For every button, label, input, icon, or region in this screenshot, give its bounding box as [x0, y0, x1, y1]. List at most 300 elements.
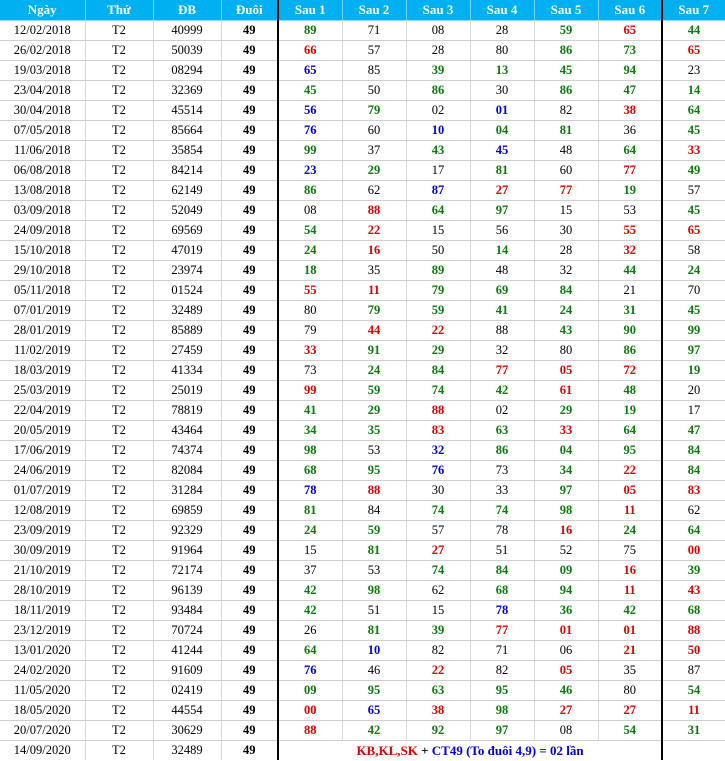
sau-3-cell: 57 [406, 521, 470, 541]
sau-5-cell: 59 [534, 21, 598, 41]
table-row [0, 21, 725, 41]
table-row [0, 321, 725, 341]
sau-4-cell: 74 [470, 501, 534, 521]
sau-6-cell: 47 [598, 81, 662, 101]
table-row [0, 401, 725, 421]
sau-5-cell: 34 [534, 461, 598, 481]
date-cell: 13/01/2020 [0, 641, 85, 661]
sau-7-cell: 31 [662, 721, 725, 741]
weekday-cell: T2 [85, 141, 153, 161]
tail-cell: 49 [221, 381, 278, 401]
weekday-cell: T2 [85, 561, 153, 581]
sau-7-cell: 97 [662, 341, 725, 361]
sau-3-cell: 86 [406, 81, 470, 101]
tail-cell: 49 [221, 461, 278, 481]
special-prize-cell: 52049 [153, 201, 221, 221]
table-row [0, 201, 725, 221]
sau-2-cell: 44 [342, 321, 406, 341]
sau-1-cell: 08 [278, 201, 342, 221]
sau-4-cell: 01 [470, 101, 534, 121]
table-row [0, 261, 725, 281]
sau-6-cell: 38 [598, 101, 662, 121]
sau-5-cell: 04 [534, 441, 598, 461]
sau-6-cell: 42 [598, 601, 662, 621]
empty-cell [662, 741, 725, 761]
date-cell: 07/01/2019 [0, 301, 85, 321]
sau-1-cell: 99 [278, 381, 342, 401]
special-prize-cell: 93484 [153, 601, 221, 621]
special-prize-cell: 85889 [153, 321, 221, 341]
sau-1-cell: 18 [278, 261, 342, 281]
sau-1-cell: 65 [278, 61, 342, 81]
sau-3-cell: 62 [406, 581, 470, 601]
sau-7-cell: 84 [662, 461, 725, 481]
sau-4-cell: 68 [470, 581, 534, 601]
weekday-cell: T2 [85, 661, 153, 681]
sau-3-cell: 83 [406, 421, 470, 441]
sau-5-cell: 94 [534, 581, 598, 601]
sau-1-cell: 55 [278, 281, 342, 301]
date-cell: 07/05/2018 [0, 121, 85, 141]
tail-cell: 49 [221, 241, 278, 261]
sau-7-cell: 44 [662, 21, 725, 41]
tail-cell: 49 [221, 561, 278, 581]
date-cell: 11/05/2020 [0, 681, 85, 701]
sau-2-cell: 79 [342, 101, 406, 121]
sau-2-cell: 88 [342, 481, 406, 501]
date-cell: 05/11/2018 [0, 281, 85, 301]
sau-4-cell: 28 [470, 21, 534, 41]
sau-4-cell: 80 [470, 41, 534, 61]
sau-4-cell: 86 [470, 441, 534, 461]
sau-1-cell: 80 [278, 301, 342, 321]
sau-6-cell: 11 [598, 581, 662, 601]
weekday-cell: T2 [85, 101, 153, 121]
sau-6-cell: 94 [598, 61, 662, 81]
sau-7-cell: 62 [662, 501, 725, 521]
sau-2-cell: 65 [342, 701, 406, 721]
table-row [0, 501, 725, 521]
sau-7-cell: 49 [662, 161, 725, 181]
weekday-cell: T2 [85, 501, 153, 521]
tail-cell: 49 [221, 141, 278, 161]
sau-6-cell: 65 [598, 21, 662, 41]
weekday-cell: T2 [85, 161, 153, 181]
sau-1-cell: 42 [278, 581, 342, 601]
special-prize-cell: 69859 [153, 501, 221, 521]
sau-7-cell: 87 [662, 661, 725, 681]
date-cell: 17/06/2019 [0, 441, 85, 461]
sau-3-cell: 27 [406, 541, 470, 561]
tail-cell: 49 [221, 181, 278, 201]
sau-1-cell: 26 [278, 621, 342, 641]
special-prize-cell: 23974 [153, 261, 221, 281]
table-row [0, 601, 725, 621]
weekday-cell: T2 [85, 281, 153, 301]
date-cell: 18/05/2020 [0, 701, 85, 721]
table-row [0, 81, 725, 101]
special-prize-cell: 35854 [153, 141, 221, 161]
tail-cell: 49 [221, 101, 278, 121]
sau-1-cell: 34 [278, 421, 342, 441]
sau-7-cell: 11 [662, 701, 725, 721]
date-cell: 20/05/2019 [0, 421, 85, 441]
sau-4-cell: 02 [470, 401, 534, 421]
sau-1-cell: 56 [278, 101, 342, 121]
sau-7-cell: 39 [662, 561, 725, 581]
sau-6-cell: 01 [598, 621, 662, 641]
sau-7-cell: 17 [662, 401, 725, 421]
special-prize-cell: 44554 [153, 701, 221, 721]
table-row [0, 521, 725, 541]
sau-7-cell: 65 [662, 41, 725, 61]
special-prize-cell: 02419 [153, 681, 221, 701]
table-row [0, 721, 725, 741]
sau-3-cell: 84 [406, 361, 470, 381]
header-sau-7: Sau 7 [662, 0, 725, 21]
sau-2-cell: 81 [342, 621, 406, 641]
sau-1-cell: 86 [278, 181, 342, 201]
special-prize-cell: 08294 [153, 61, 221, 81]
date-cell: 24/06/2019 [0, 461, 85, 481]
tail-cell: 49 [221, 521, 278, 541]
sau-3-cell: 02 [406, 101, 470, 121]
weekday-cell: T2 [85, 301, 153, 321]
special-prize-cell: 32489 [153, 301, 221, 321]
sau-6-cell: 80 [598, 681, 662, 701]
sau-4-cell: 33 [470, 481, 534, 501]
sau-3-cell: 89 [406, 261, 470, 281]
sau-6-cell: 64 [598, 421, 662, 441]
sau-3-cell: 64 [406, 201, 470, 221]
sau-2-cell: 46 [342, 661, 406, 681]
table-row [0, 221, 725, 241]
sau-3-cell: 87 [406, 181, 470, 201]
date-cell: 22/04/2019 [0, 401, 85, 421]
sau-7-cell: 68 [662, 601, 725, 621]
sau-6-cell: 64 [598, 141, 662, 161]
header-ngay: Ngày [0, 0, 85, 21]
sau-2-cell: 35 [342, 421, 406, 441]
date-cell: 19/03/2018 [0, 61, 85, 81]
date-cell: 18/11/2019 [0, 601, 85, 621]
sau-1-cell: 33 [278, 341, 342, 361]
sau-1-cell: 54 [278, 221, 342, 241]
special-prize-cell: 30629 [153, 721, 221, 741]
weekday-cell: T2 [85, 201, 153, 221]
weekday-cell: T2 [85, 121, 153, 141]
sau-5-cell: 05 [534, 361, 598, 381]
sau-3-cell: 79 [406, 281, 470, 301]
sau-2-cell: 59 [342, 521, 406, 541]
weekday-cell: T2 [85, 621, 153, 641]
special-prize-cell: 84214 [153, 161, 221, 181]
date-cell: 24/09/2018 [0, 221, 85, 241]
table-row [0, 681, 725, 701]
sau-7-cell: 58 [662, 241, 725, 261]
sau-2-cell: 95 [342, 681, 406, 701]
weekday-cell: T2 [85, 681, 153, 701]
sau-3-cell: 10 [406, 121, 470, 141]
tail-cell: 49 [243, 743, 256, 757]
sau-4-cell: 73 [470, 461, 534, 481]
sau-3-cell: 74 [406, 561, 470, 581]
sau-1-cell: 42 [278, 601, 342, 621]
tail-cell: 49 [221, 361, 278, 381]
sau-5-cell: 27 [534, 701, 598, 721]
weekday-cell: T2 [85, 481, 153, 501]
sau-4-cell: 69 [470, 281, 534, 301]
sau-4-cell: 95 [470, 681, 534, 701]
sau-7-cell: 47 [662, 421, 725, 441]
date-cell: 28/01/2019 [0, 321, 85, 341]
tail-cell: 49 [221, 81, 278, 101]
sau-2-cell: 10 [342, 641, 406, 661]
tail-cell: 49 [221, 601, 278, 621]
table-row [0, 561, 725, 581]
sau-4-cell: 78 [470, 601, 534, 621]
tail-cell: 49 [221, 281, 278, 301]
sau-1-cell: 73 [278, 361, 342, 381]
tail-cell: 49 [221, 261, 278, 281]
sau-5-cell: 80 [534, 341, 598, 361]
sau-6-cell: 55 [598, 221, 662, 241]
tail-cell: 49 [221, 541, 278, 561]
sau-5-cell: 84 [534, 281, 598, 301]
sau-6-cell: 11 [598, 501, 662, 521]
sau-2-cell: 79 [342, 301, 406, 321]
sau-6-cell: 48 [598, 381, 662, 401]
sau-5-cell: 82 [534, 101, 598, 121]
sau-4-cell: 77 [470, 621, 534, 641]
sau-2-cell: 98 [342, 581, 406, 601]
sau-3-cell: 88 [406, 401, 470, 421]
sau-7-cell: 99 [662, 321, 725, 341]
date-cell: 06/08/2018 [0, 161, 85, 181]
date-cell: 12/02/2018 [0, 21, 85, 41]
date-cell: 26/02/2018 [0, 41, 85, 61]
table-row [0, 301, 725, 321]
sau-3-cell: 28 [406, 41, 470, 61]
sau-6-cell: 22 [598, 461, 662, 481]
sau-6-cell: 90 [598, 321, 662, 341]
sau-4-cell: 63 [470, 421, 534, 441]
sau-6-cell: 53 [598, 201, 662, 221]
table-row [0, 181, 725, 201]
sau-2-cell: 35 [342, 261, 406, 281]
sau-2-cell: 11 [342, 281, 406, 301]
sau-3-cell: 74 [406, 501, 470, 521]
sau-5-cell: 48 [534, 141, 598, 161]
special-prize-cell: 40999 [153, 21, 221, 41]
weekday-cell: T2 [85, 421, 153, 441]
sau-2-cell: 95 [342, 461, 406, 481]
sau-3-cell: 39 [406, 621, 470, 641]
sau-5-cell: 46 [534, 681, 598, 701]
weekday-cell: T2 [85, 521, 153, 541]
sau-7-cell: 54 [662, 681, 725, 701]
sau-3-cell: 59 [406, 301, 470, 321]
sau-2-cell: 62 [342, 181, 406, 201]
sau-4-cell: 84 [470, 561, 534, 581]
table-row [0, 581, 725, 601]
date-cell: 03/09/2018 [0, 201, 85, 221]
sau-7-cell: 45 [662, 301, 725, 321]
tail-cell: 49 [221, 321, 278, 341]
sau-3-cell: 15 [406, 221, 470, 241]
special-prize-cell: 32489 [153, 741, 221, 761]
date-cell: 23/09/2019 [0, 521, 85, 541]
date-cell: 30/09/2019 [0, 541, 85, 561]
sau-5-cell: 60 [534, 161, 598, 181]
sau-6-cell: 75 [598, 541, 662, 561]
sau-6-cell: 31 [598, 301, 662, 321]
sau-1-cell: 09 [278, 681, 342, 701]
sau-1-cell: 45 [278, 81, 342, 101]
weekday-cell: T2 [85, 721, 153, 741]
sau-5-cell: 45 [534, 61, 598, 81]
sau-6-cell: 35 [598, 661, 662, 681]
sau-7-cell: 33 [662, 141, 725, 161]
note-part-2: + [417, 742, 432, 758]
sau-3-cell: 38 [406, 701, 470, 721]
table-row [0, 101, 725, 121]
special-prize-cell: 41244 [153, 641, 221, 661]
sau-7-cell: 23 [662, 61, 725, 81]
date-cell: 23/04/2018 [0, 81, 85, 101]
sau-2-cell: 60 [342, 121, 406, 141]
sau-4-cell: 81 [470, 161, 534, 181]
sau-2-cell: 59 [342, 381, 406, 401]
header-db: ĐB [153, 0, 221, 21]
sau-4-cell: 98 [470, 701, 534, 721]
special-prize-cell: 91964 [153, 541, 221, 561]
sau-3-cell: 32 [406, 441, 470, 461]
special-prize-cell: 47019 [153, 241, 221, 261]
special-prize-cell: 78819 [153, 401, 221, 421]
sau-5-cell: 97 [534, 481, 598, 501]
table-row [0, 421, 725, 441]
sau-3-cell: 30 [406, 481, 470, 501]
sau-7-cell: 64 [662, 101, 725, 121]
sau-3-cell: 50 [406, 241, 470, 261]
tail-cell: 49 [221, 301, 278, 321]
sau-2-cell: 22 [342, 221, 406, 241]
sau-3-cell: 63 [406, 681, 470, 701]
sau-7-cell: 65 [662, 221, 725, 241]
sau-4-cell: 13 [470, 61, 534, 81]
table-row [0, 61, 725, 81]
sau-7-cell: 84 [662, 441, 725, 461]
table-row [0, 121, 725, 141]
weekday-cell: T2 [85, 221, 153, 241]
note-part-3: CT49 (To đuôi 4,9) = 02 lần [431, 742, 584, 758]
weekday-cell: T2 [85, 61, 153, 81]
sau-4-cell: 30 [470, 81, 534, 101]
sau-5-cell: 16 [534, 521, 598, 541]
sau-7-cell: 50 [662, 641, 725, 661]
sau-3-cell: 22 [406, 661, 470, 681]
sau-6-cell: 19 [598, 181, 662, 201]
sau-7-cell: 43 [662, 581, 725, 601]
date-cell: 15/10/2018 [0, 241, 85, 261]
sau-2-cell: 37 [342, 141, 406, 161]
sau-1-cell: 24 [278, 241, 342, 261]
sau-4-cell: 71 [470, 641, 534, 661]
tail-cell: 49 [221, 41, 278, 61]
sau-5-cell: 15 [534, 201, 598, 221]
tail-cell: 49 [221, 161, 278, 181]
sau-5-cell: 86 [534, 81, 598, 101]
header-sau-5: Sau 5 [534, 0, 598, 21]
sau-5-cell: 98 [534, 501, 598, 521]
date-cell: 24/02/2020 [0, 661, 85, 681]
special-prize-cell: 85664 [153, 121, 221, 141]
table-row [0, 641, 725, 661]
sau-1-cell: 76 [278, 661, 342, 681]
sau-1-cell: 81 [278, 501, 342, 521]
weekday-cell: T2 [85, 241, 153, 261]
sau-1-cell: 66 [278, 41, 342, 61]
tail-cell: 49 [221, 681, 278, 701]
sau-4-cell: 27 [470, 181, 534, 201]
special-prize-cell: 27459 [153, 341, 221, 361]
special-prize-cell: 01524 [153, 281, 221, 301]
sau-3-cell: 29 [406, 341, 470, 361]
sau-5-cell: 09 [534, 561, 598, 581]
date-cell: 18/03/2019 [0, 361, 85, 381]
weekday-cell: T2 [85, 341, 153, 361]
table-row [0, 281, 725, 301]
sau-3-cell: 22 [406, 321, 470, 341]
header-row [0, 0, 725, 21]
sau-7-cell: 14 [662, 81, 725, 101]
weekday-cell: T2 [85, 21, 153, 41]
sau-3-cell: 76 [406, 461, 470, 481]
sau-6-cell: 73 [598, 41, 662, 61]
sau-7-cell: 83 [662, 481, 725, 501]
weekday-cell: T2 [85, 321, 153, 341]
date-cell: 01/07/2019 [0, 481, 85, 501]
sau-5-cell: 86 [534, 41, 598, 61]
sau-4-cell: 32 [470, 341, 534, 361]
date-cell: 25/03/2019 [0, 381, 85, 401]
note-part-1: KB,KL,SK [356, 742, 418, 758]
sau-6-cell: 86 [598, 341, 662, 361]
sau-6-cell: 77 [598, 161, 662, 181]
sau-5-cell: 30 [534, 221, 598, 241]
sau-1-cell: 00 [278, 701, 342, 721]
sau-4-cell: 56 [470, 221, 534, 241]
weekday-cell: T2 [85, 41, 153, 61]
special-prize-cell: 45514 [153, 101, 221, 121]
sau-3-cell: 15 [406, 601, 470, 621]
sau-1-cell: 24 [278, 521, 342, 541]
sau-4-cell: 82 [470, 661, 534, 681]
date-cell: 11/02/2019 [0, 341, 85, 361]
sau-6-cell: 36 [598, 121, 662, 141]
sau-1-cell: 41 [278, 401, 342, 421]
sau-6-cell: 05 [598, 481, 662, 501]
sau-2-cell: 84 [342, 501, 406, 521]
sau-1-cell: 79 [278, 321, 342, 341]
weekday-cell: T2 [85, 461, 153, 481]
sau-7-cell: 24 [662, 261, 725, 281]
sau-7-cell: 57 [662, 181, 725, 201]
tail-cell: 49 [221, 581, 278, 601]
sau-6-cell: 16 [598, 561, 662, 581]
sau-1-cell: 89 [278, 21, 342, 41]
